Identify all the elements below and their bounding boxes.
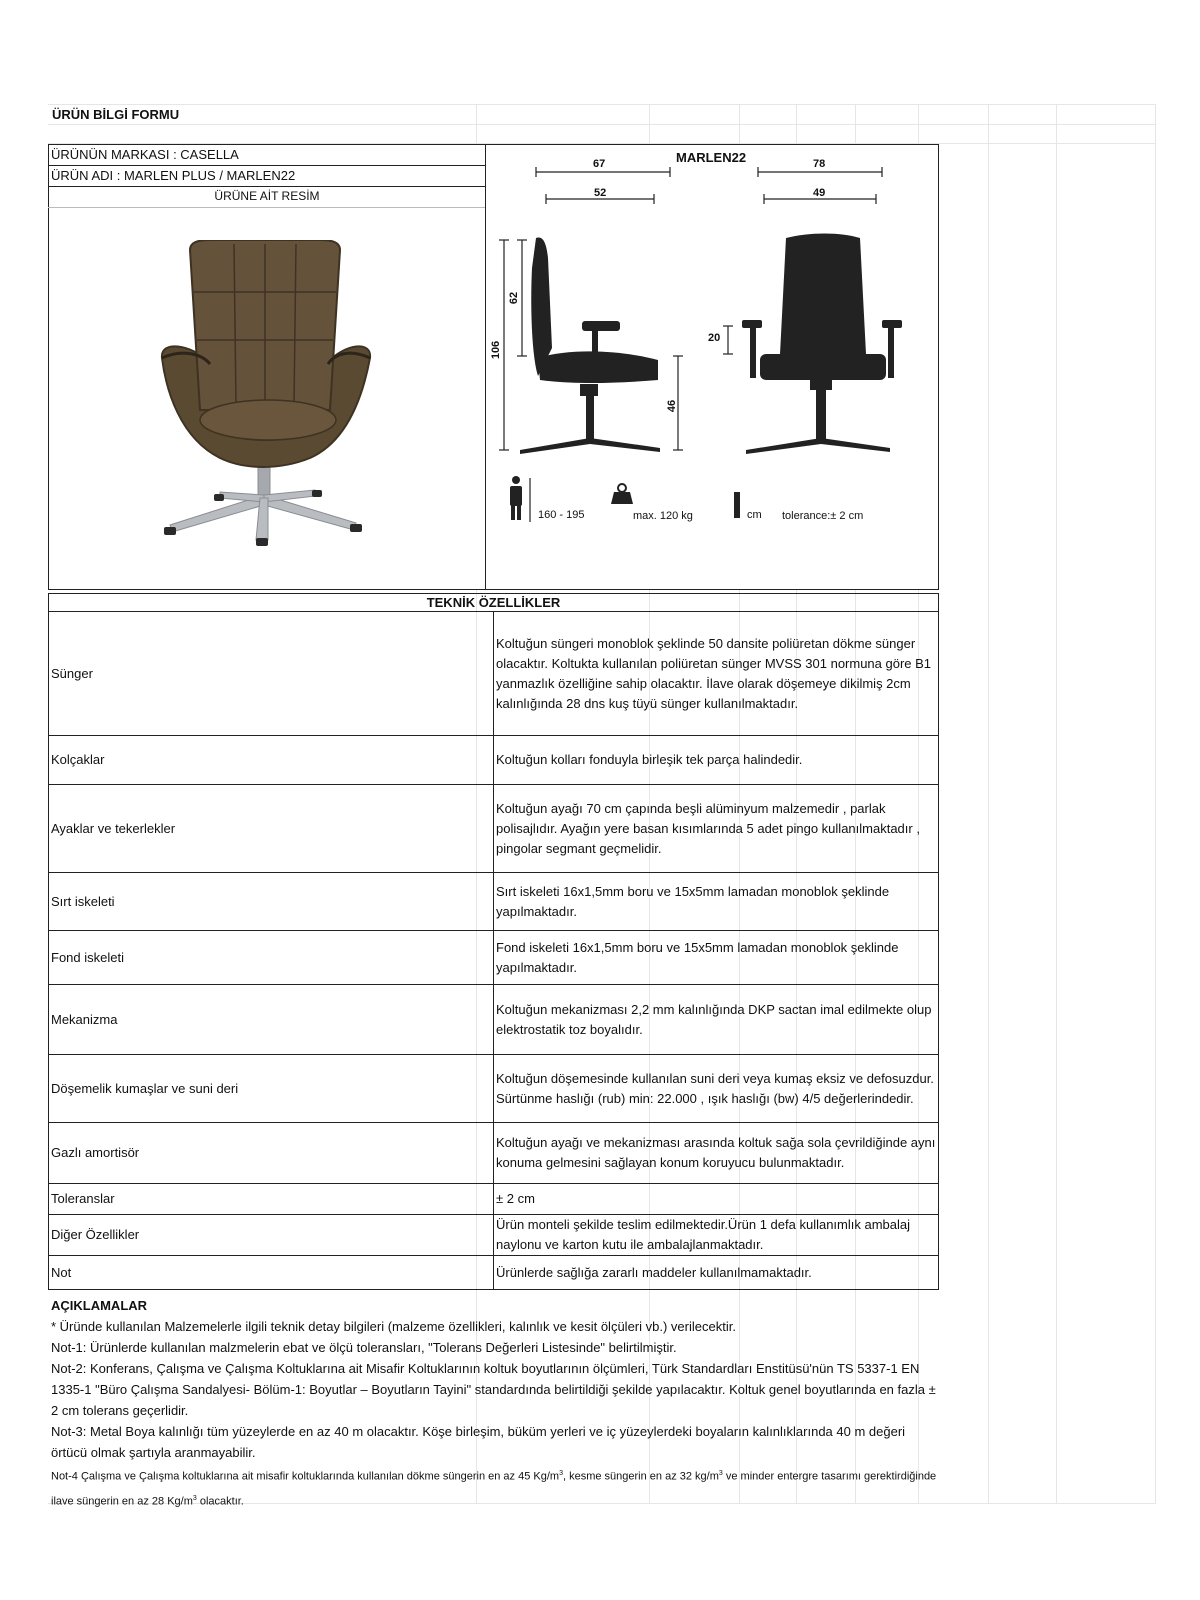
spec-label: Diğer Özellikler — [49, 1215, 494, 1256]
table-row — [49, 1055, 939, 1123]
note-item: Not-2: Konferans, Çalışma ve Çalışma Koltuklarına ait Misafir Koltuklarının koltuk boyutlarının ölçümleri, Türk Standardları Enstitüsü'nün TS 5337-1 EN 1335-1 "Büro Çalışma Sandalyesi- Bölüm-1: Boyutlar – Boyutların Tayini" standardında belirtildiği şekilde yapılacaktır. Koltuk genel boyutlarında en fazla ± 2 cm tolerans geçerlidir. — [51, 1361, 936, 1418]
spec-value: Fond iskeleti 16x1,5mm boru ve 15x5mm lamadan monoblok şeklinde yapılmaktadır. — [494, 931, 939, 985]
spec-label: Not — [49, 1256, 494, 1290]
table-row — [49, 785, 939, 873]
technical-drawing — [490, 158, 920, 538]
chair-base — [170, 460, 356, 540]
chair-photo — [150, 240, 380, 560]
spec-label: Kolçaklar — [49, 736, 494, 785]
user-height: 160 - 195 — [538, 509, 585, 521]
spec-value: Ürün monteli şekilde teslim edilmektedir.Ürün 1 defa kullanımlık ambalaj naylonu ve karton kutu ile ambalajlanmaktadır. — [494, 1215, 939, 1256]
table-row — [49, 873, 939, 931]
spec-value: ± 2 cm — [494, 1184, 939, 1215]
spec-label: Sırt iskeleti — [49, 873, 494, 931]
dim-width-front: 78 — [813, 158, 826, 170]
spec-table — [48, 593, 939, 1290]
spec-label: Toleranslar — [49, 1184, 494, 1215]
chair-seat — [200, 400, 336, 440]
table-row — [49, 736, 939, 785]
divider — [48, 207, 486, 208]
divider — [485, 144, 486, 590]
dim-seat-side: 52 — [594, 187, 607, 199]
dim-total-height: 106 — [490, 340, 503, 360]
spec-value: Koltuğun kolları fonduyla birleşik tek parça halindedir. — [494, 736, 939, 785]
spec-value: Sırt iskeleti 16x1,5mm boru ve 15x5mm lamadan monoblok şeklinde yapılmaktadır. — [494, 873, 939, 931]
spec-label: Mekanizma — [49, 985, 494, 1055]
max-load: max. 120 kg — [633, 510, 693, 522]
notes-section — [51, 1295, 941, 1512]
brand-line: ÜRÜNÜN MARKASI : CASELLA — [51, 147, 239, 162]
note-item: * Üründe kullanılan Malzemelerle ilgili teknik detay bilgileri (malzeme özellikleri, kalınlık ve kesit ölçüleri vb.) verilecektir. — [51, 1319, 736, 1334]
note-item: Not-3: Metal Boya kalınlığı tüm yüzeylerde en az 40 m olacaktır. Köşe birleşim, büküm yerleri ve iç yüzeylerdeki boyaların kalınlıklarında 40 m değeri örtücü olmak şartıyla aranmayabilir. — [51, 1424, 906, 1460]
spec-label: Ayaklar ve tekerlekler — [49, 785, 494, 873]
spec-value: Koltuğun ayağı 70 cm çapında beşli alüminyum malzemedir , parlak polisajlıdır. Ayağın yere basan kısımlarında 5 adet pingo kullanılmaktadır , pingolar segmant geçmelidir. — [494, 785, 939, 873]
person-icon — [510, 476, 522, 520]
product-name-line: ÜRÜN ADI : MARLEN PLUS / MARLEN22 — [51, 168, 296, 183]
spec-header: TEKNİK ÖZELLİKLER — [49, 594, 939, 612]
image-label: ÜRÜNE AİT RESİM — [214, 189, 320, 203]
spec-label: Gazlı amortisör — [49, 1123, 494, 1184]
spec-value: Koltuğun ayağı ve mekanizması arasında koltuk sağa sola çevrildiğinde aynı konuma gelmesini sağlayan konum koruyucu bulunmaktadır. — [494, 1123, 939, 1184]
spec-label: Döşemelik kumaşlar ve suni deri — [49, 1055, 494, 1123]
drawing-model: MARLEN22 — [676, 150, 747, 165]
dim-seat-height: 46 — [666, 399, 679, 413]
side-view-silhouette — [520, 238, 660, 454]
table-row — [49, 931, 939, 985]
dim-arm-height: 20 — [708, 332, 721, 344]
table-row — [49, 1215, 939, 1256]
table-row — [49, 612, 939, 736]
dim-seat-front: 49 — [813, 187, 826, 199]
note-item: Not-1: Ürünlerde kullanılan malzmelerin ebat ve ölçü toleransları, "Tolerans Değerleri Listesinde" belirtilmiştir. — [51, 1340, 677, 1355]
spec-value: Ürünlerde sağlığa zararlı maddeler kullanılmamaktadır. — [494, 1256, 939, 1290]
unit-label: cm — [747, 509, 762, 521]
spec-value: Koltuğun döşemesinde kullanılan suni deri veya kumaş eksiz ve defosuzdur. Sürtünme haslığı (rub) min: 22.000 , ışık haslığı (bw) 4/5 değerlerindedir. — [494, 1055, 939, 1123]
weight-icon — [611, 484, 633, 504]
front-view-silhouette — [742, 234, 902, 455]
spec-value: Koltuğun mekanizması 2,2 mm kalınlığında DKP sactan imal edilmekte olup elektrostatik toz boyalıdır. — [494, 985, 939, 1055]
dim-back-height: 62 — [508, 291, 521, 305]
spec-value: Koltuğun süngeri monoblok şeklinde 50 dansite poliüretan dökme sünger olacaktır. Koltukta kullanılan poliüretan sünger MVSS 301 normuna göre B1 yanmazlık özelliğine sahip olacaktır. İlave olarak döşemeye dikilmiş 2cm kalınlığında 28 dns kuş tüyü sünger kullanılmaktadır. — [494, 612, 939, 736]
form-title: ÜRÜN BİLGİ FORMU — [52, 107, 180, 122]
table-row — [49, 985, 939, 1055]
tolerance-label: tolerance:± 2 cm — [782, 510, 864, 522]
kg-icon-label: kg — [613, 511, 622, 520]
table-row — [49, 1123, 939, 1184]
note-item: Not-4 Çalışma ve Çalışma koltuklarına ait misafir koltuklarında kullanılan dökme süngerin en az 45 $Kg/m^3$, kesme süngerin en az 32 $kg/m^3$ ve minder entergre tasarımı gerektirdiğinde ilave süngerin en az 28 $Kg/m^3$ olacaktır. — [51, 1470, 937, 1508]
table-row — [49, 1256, 939, 1290]
spec-label: Fond iskeleti — [49, 931, 494, 985]
table-row — [49, 1184, 939, 1215]
notes-heading: AÇIKLAMALAR — [51, 1298, 148, 1313]
dim-width-side: 67 — [593, 158, 606, 170]
spec-label: Sünger — [49, 612, 494, 736]
ruler-icon — [734, 492, 740, 518]
